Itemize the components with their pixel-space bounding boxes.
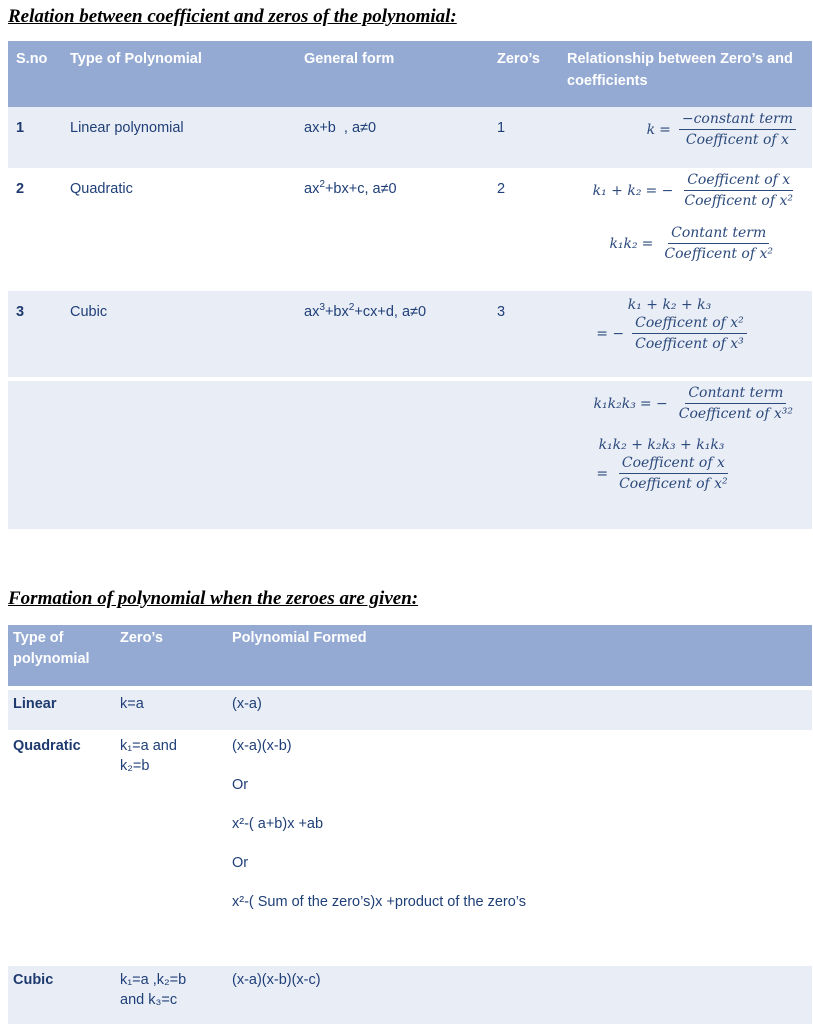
relation-equation	[567, 225, 776, 263]
fraction	[661, 225, 776, 263]
header-zeros: Zero’s	[489, 41, 559, 107]
row-relationship	[559, 381, 812, 529]
polynomial-line: (x-a)	[232, 696, 262, 712]
empty-cell	[8, 381, 559, 529]
row-type: Quadratic	[8, 730, 116, 966]
table-row	[8, 107, 812, 168]
row-zeros: k₁=a ,k₂=b and k₃=c	[116, 966, 228, 1024]
denominator: Coefficent of x²	[664, 246, 773, 262]
polynomial-formation-table	[8, 625, 812, 1024]
polynomial-line: x²-( a+b)x +ab	[232, 816, 324, 832]
row-type: Linear polynomial	[62, 107, 296, 168]
relation-equation	[567, 172, 796, 210]
numerator: Coefficent of x²	[632, 315, 747, 334]
fraction	[616, 455, 731, 493]
equals-sign: =	[641, 236, 654, 252]
table-row-extra	[8, 381, 812, 529]
row-form: ax+b , a≠0	[296, 107, 489, 168]
header-type: Type of polynomial	[8, 625, 116, 686]
coefficient-relation-table	[8, 41, 812, 529]
equation-row	[567, 172, 796, 210]
row-formed	[228, 690, 812, 730]
equation-lhs: k₁ + k₂	[592, 183, 642, 199]
fraction	[676, 385, 796, 423]
numerator: −constant term	[679, 111, 796, 130]
row-type: Linear	[8, 690, 116, 730]
table-row	[8, 730, 812, 966]
header-relationship: Relationship between Zero’s and coefficients	[559, 41, 812, 107]
fraction	[681, 172, 796, 210]
equals-sign: = −	[645, 183, 674, 199]
row-zeros: 1	[489, 107, 559, 168]
row-zeros: k₁=a and k₂=b	[116, 730, 228, 966]
equation-lhs-row	[567, 295, 772, 315]
denominator: Coefficent of x³	[635, 336, 744, 352]
row-form: $ax^3+bx^2+cx+d$, a≠0	[296, 291, 489, 377]
row-formed	[228, 730, 812, 966]
equation-row	[567, 111, 796, 149]
header-general-form: General form	[296, 41, 489, 107]
table-header-row	[8, 41, 812, 107]
polynomial-line: (x-a)(x-b)	[232, 738, 292, 754]
fraction	[632, 315, 747, 353]
equation-lhs-row	[567, 435, 756, 455]
row-sno: 3	[8, 291, 62, 377]
header-polynomial-formed: Polynomial Formed	[228, 625, 812, 686]
denominator: Coefficent of x	[685, 132, 789, 148]
header-zeros: Zero’s	[116, 625, 228, 686]
equation-row	[567, 385, 796, 423]
fraction	[679, 111, 796, 149]
numerator: Coefficent of x	[684, 172, 793, 191]
equation-rhs-row	[567, 315, 772, 353]
row-relationship	[559, 168, 812, 291]
row-zeros: k=a	[116, 690, 228, 730]
header-sno: S.no	[8, 41, 62, 107]
equals-sign: = −	[596, 326, 625, 342]
table-row	[8, 291, 812, 377]
section-2-title: Formation of polynomial when the zeroes are given:	[8, 588, 419, 609]
numerator: Coefficent of x	[619, 455, 728, 474]
equation-lhs: k	[646, 122, 656, 138]
relation-equation	[567, 385, 796, 423]
polynomial-line: Or	[232, 777, 249, 793]
table-header-row	[8, 625, 812, 686]
equation-lhs: k₁k₂k₃	[593, 396, 636, 412]
relation-equation	[567, 295, 772, 353]
table-row	[8, 168, 812, 291]
row-sno: 1	[8, 107, 62, 168]
numerator: Contant term	[685, 385, 786, 404]
relation-equation	[567, 111, 796, 149]
row-relationship	[559, 291, 812, 377]
row-zeros: 2	[489, 168, 559, 291]
section-1-title: Relation between coefficient and zeros of the polynomial:	[8, 6, 457, 27]
row-formed	[228, 966, 812, 1024]
row-form: $ax^2+bx+c$, a≠0	[296, 168, 489, 291]
table-row	[8, 690, 812, 730]
equation-lhs: k₁k₂ + k₂k₃ + k₁k₃	[598, 437, 725, 453]
equation-lhs: k₁k₂	[609, 236, 638, 252]
equation-row	[567, 225, 776, 263]
denominator: Coefficent of x²	[619, 476, 728, 492]
equals-sign: =	[659, 122, 671, 138]
row-type: Cubic	[8, 966, 116, 1024]
equals-sign: =	[596, 466, 609, 482]
row-sno: 2	[8, 168, 62, 291]
polynomial-line: (x-a)(x-b)(x-c)	[232, 972, 321, 988]
row-type: Cubic	[62, 291, 296, 377]
table-row	[8, 966, 812, 1024]
row-type: Quadratic	[62, 168, 296, 291]
denominator: Coefficent of x³²	[678, 406, 793, 422]
denominator: Coefficent of x²	[684, 193, 793, 209]
polynomial-line: Or	[232, 855, 249, 871]
equation-lhs: k₁ + k₂ + k₃	[627, 297, 712, 313]
equation-rhs-row	[567, 455, 756, 493]
row-zeros: 3	[489, 291, 559, 377]
numerator: Contant term	[668, 225, 769, 244]
polynomial-line: x²-( Sum of the zero’s)x +product of the zero’s	[232, 894, 527, 910]
row-relationship	[559, 107, 812, 168]
relation-equation	[567, 435, 756, 493]
equals-sign: = −	[639, 396, 668, 412]
header-type: Type of Polynomial	[62, 41, 296, 107]
